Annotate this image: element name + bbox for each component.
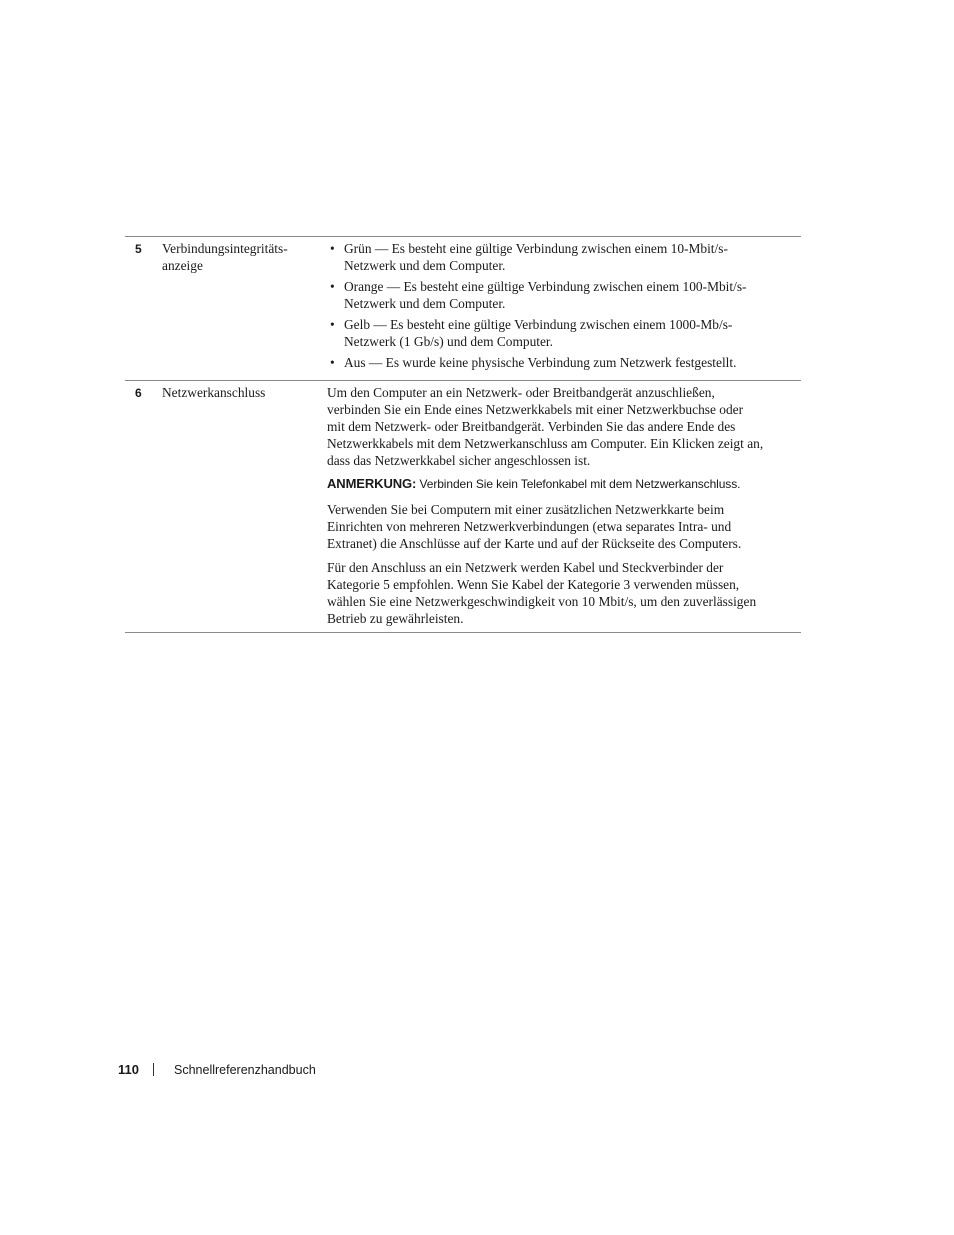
name-line: anzeige [162,258,203,273]
table-row [125,381,801,633]
row-name [162,237,327,380]
footer-separator [153,1063,154,1076]
row-number: 6 [135,386,142,400]
connector-table [125,236,801,633]
list-item: • Grün — Es besteht eine gültige Verbindung zwischen einem 10-Mbit/s- Netzwerk und dem Computer. [330,241,728,273]
row-name: Netzwerkanschluss [162,385,266,400]
page-number: 110 [118,1062,139,1077]
row-number: 5 [135,242,142,256]
row-description [327,381,801,632]
list-item: • Gelb — Es besteht eine gültige Verbindung zwischen einem 1000-Mb/s- Netzwerk (1 Gb/s) und dem Computer. [330,317,733,349]
note-text: Verbinden Sie kein Telefonkabel mit dem Netzwerkanschluss. [416,477,741,491]
page-footer [118,1062,316,1077]
list-item: • Orange — Es besteht eine gültige Verbindung zwischen einem 100-Mbit/s- Netzwerk und dem Computer. [330,279,747,311]
paragraph: Verwenden Sie bei Computern mit einer zusätzlichen Netzwerkkarte beim Einrichten von mehreren Netzwerkverbindungen (etwa separates Intra- und Extranet) die Anschlüsse auf der Karte und auf der Rückseite des Computers. [327,502,742,551]
name-line: Verbindungsintegritäts- [162,241,288,256]
list-item: • Aus — Es wurde keine physische Verbindung zum Netzwerk festgestellt. [330,355,737,370]
note [327,476,801,492]
paragraph: Für den Anschluss an ein Netzwerk werden Kabel und Steckverbinder der Kategorie 5 empfohlen. Wenn Sie Kabel der Kategorie 3 verwenden müssen, wählen Sie eine Netzwerkgeschwindigkeit von 10 Mbit/s, um den zuverlässigen Betrieb zu gewährleisten. [327,560,757,626]
row-description [327,237,801,380]
paragraph: Um den Computer an ein Netzwerk- oder Breitbandgerät anzuschließen, verbinden Sie ein Ende eines Netzwerkkabels mit einer Netzwerkbuchse oder mit dem Netzwerk- oder Breitbandgerät. Verbinden Sie das andere Ende des Netzwerkkabels mit dem Netzwerkanschluss am Computer. Ein Klicken zeigt an, dass das Netzwerkkabel sicher angeschlossen ist. [327,385,764,468]
note-label: ANMERKUNG: [327,476,417,491]
status-list [327,240,801,371]
table-row [125,237,801,381]
book-title: Schnellreferenzhandbuch [174,1062,316,1077]
